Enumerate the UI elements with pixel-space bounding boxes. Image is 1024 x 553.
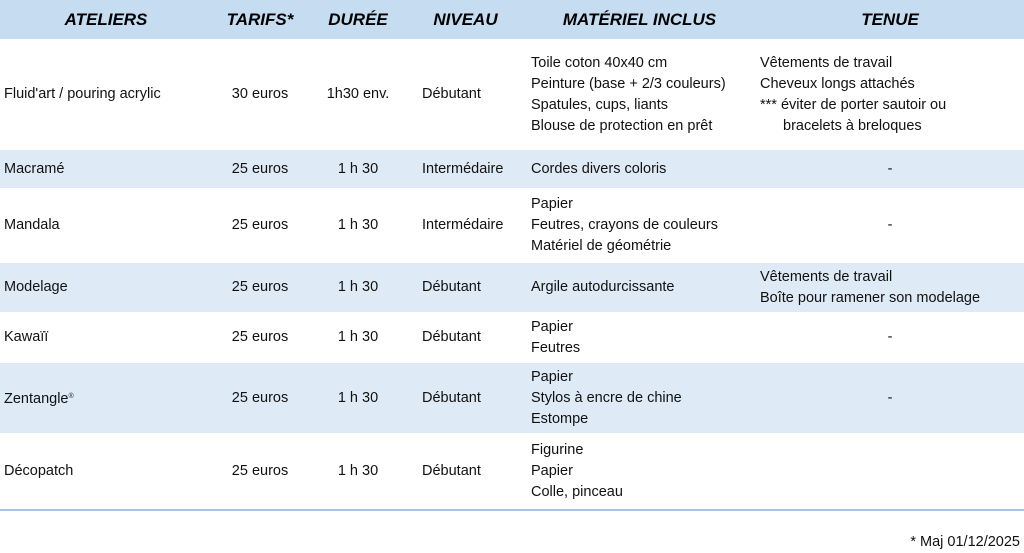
- cell-materiel: [523, 150, 756, 188]
- tenue-line: Boîte pour ramener son modelage: [760, 289, 981, 306]
- materiel-line: Feutres, crayons de couleurs: [531, 217, 718, 233]
- header-duree: DURÉE: [308, 0, 408, 39]
- cell-materiel: [523, 188, 756, 263]
- materiel-line: Toile coton 40x40 cm: [531, 54, 668, 71]
- tenue-line: Vêtements de travail: [760, 268, 893, 285]
- cell-duree: 1 h 30: [308, 263, 408, 312]
- materiel-line: Feutres: [531, 339, 581, 356]
- cell-materiel: [523, 39, 756, 150]
- header-niveau: NIVEAU: [408, 0, 523, 39]
- table-row: [0, 39, 1024, 150]
- cell-niveau: Débutant: [408, 312, 523, 363]
- cell-tenue: [756, 263, 1024, 312]
- cell-duree: 1 h 30: [308, 433, 408, 509]
- materiel-line: Estompe: [531, 410, 589, 427]
- update-footnote: * Maj 01/12/2025: [910, 534, 1020, 550]
- cell-duree: 1 h 30: [308, 312, 408, 363]
- materiel-line: Spatules, cups, liants: [531, 96, 669, 113]
- cell-materiel: [523, 433, 756, 509]
- materiel-line: Papier: [531, 462, 573, 479]
- cell-tarif: 25 euros: [212, 150, 308, 188]
- tenue-line: Vêtements de travail: [760, 54, 893, 71]
- materiel-line: Peinture (base + 2/3 couleurs): [531, 75, 726, 92]
- cell-materiel: [523, 363, 756, 433]
- table-row: [0, 363, 1024, 433]
- cell-niveau: Débutant: [408, 363, 523, 433]
- header-ateliers: ATELIERS: [0, 0, 212, 39]
- materiel-line: Cordes divers coloris: [531, 160, 667, 177]
- cell-atelier: [0, 363, 212, 433]
- cell-duree: 1 h 30: [308, 363, 408, 433]
- table-row: [0, 188, 1024, 263]
- cell-atelier: Fluid'art / pouring acrylic: [0, 39, 212, 150]
- header-tarifs: TARIFS*: [212, 0, 308, 39]
- tenue-line: bracelets à breloques: [783, 117, 922, 134]
- cell-tenue: [756, 39, 1024, 150]
- cell-duree: 1 h 30: [308, 150, 408, 188]
- cell-tenue: [756, 433, 1024, 509]
- cell-niveau: Intermédaire: [408, 188, 523, 263]
- materiel-line: Papier: [531, 318, 573, 335]
- header-row: [0, 0, 1024, 39]
- materiel-line: Papier: [531, 368, 573, 385]
- cell-tenue: -: [756, 150, 1024, 188]
- materiel-line: Stylos à encre de chine: [531, 389, 682, 406]
- cell-duree: 1h30 env.: [308, 39, 408, 150]
- cell-tenue: -: [756, 188, 1024, 263]
- tenue-line: Cheveux longs attachés: [760, 75, 915, 92]
- table-row: [0, 150, 1024, 188]
- table-row: [0, 312, 1024, 363]
- cell-tarif: 25 euros: [212, 263, 308, 312]
- cell-materiel: [523, 312, 756, 363]
- materiel-line: Argile autodurcissante: [531, 279, 675, 295]
- header-materiel: MATÉRIEL INCLUS: [523, 0, 756, 39]
- cell-materiel: [523, 263, 756, 312]
- cell-duree: 1 h 30: [308, 188, 408, 263]
- bottom-divider: [0, 509, 1024, 511]
- cell-tarif: 25 euros: [212, 312, 308, 363]
- materiel-line: Blouse de protection en prêt: [531, 117, 713, 134]
- cell-niveau: Débutant: [408, 433, 523, 509]
- cell-tenue: -: [756, 363, 1024, 433]
- cell-atelier: Kawaïï: [0, 312, 212, 363]
- materiel-line: Figurine: [531, 441, 584, 458]
- cell-niveau: Débutant: [408, 39, 523, 150]
- atelier-name: Zentangle: [4, 391, 69, 407]
- cell-atelier: Macramé: [0, 150, 212, 188]
- cell-tarif: 25 euros: [212, 188, 308, 263]
- materiel-line: Matériel de géométrie: [531, 238, 672, 254]
- cell-niveau: Débutant: [408, 263, 523, 312]
- header-tenue: TENUE: [756, 0, 1024, 39]
- cell-niveau: Intermédaire: [408, 150, 523, 188]
- cell-tarif: 25 euros: [212, 433, 308, 509]
- registered-mark: ®: [68, 393, 74, 400]
- materiel-line: Colle, pinceau: [531, 483, 623, 500]
- cell-tenue: -: [756, 312, 1024, 363]
- cell-atelier: Décopatch: [0, 433, 212, 509]
- cell-tarif: 30 euros: [212, 39, 308, 150]
- tenue-line: *** éviter de porter sautoir ou: [760, 96, 947, 113]
- materiel-line: Papier: [531, 196, 573, 212]
- cell-tarif: 25 euros: [212, 363, 308, 433]
- table-row: [0, 263, 1024, 312]
- cell-atelier: Modelage: [0, 263, 212, 312]
- table-row: [0, 433, 1024, 509]
- cell-atelier: Mandala: [0, 188, 212, 263]
